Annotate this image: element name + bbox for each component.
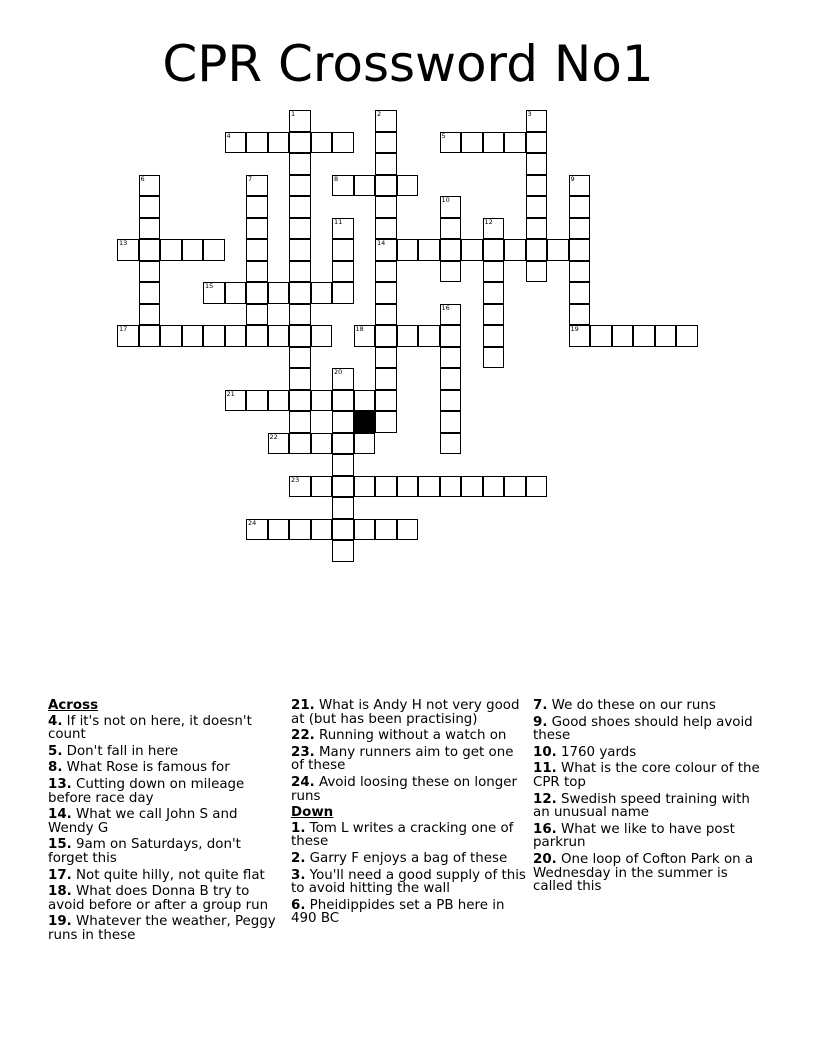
clue-number: 22: [269, 432, 278, 441]
grid-cell[interactable]: [526, 175, 548, 197]
grid-cell[interactable]: [332, 454, 354, 476]
grid-cell[interactable]: [117, 239, 139, 261]
grid-cell[interactable]: [139, 239, 161, 261]
down-clue: [533, 793, 769, 820]
grid-cell[interactable]: [332, 175, 354, 197]
grid-cell[interactable]: [289, 304, 311, 326]
across-clue: [48, 869, 284, 883]
across-clue: [48, 778, 284, 805]
across-clue: [48, 885, 284, 912]
grid-cell[interactable]: [311, 519, 333, 541]
clue-text: Cutting down on mileage before race day: [48, 776, 245, 806]
clue-number: 1.: [291, 820, 306, 836]
grid-cell[interactable]: [139, 261, 161, 283]
grid-cell[interactable]: [483, 282, 505, 304]
clue-number: 21.: [291, 698, 315, 713]
clue-number: 13: [119, 239, 128, 247]
grid-cell[interactable]: [397, 476, 419, 498]
grid-cell[interactable]: [504, 476, 526, 498]
grid-cell[interactable]: [139, 218, 161, 240]
grid-cell[interactable]: [268, 433, 290, 455]
grid-cell[interactable]: [246, 325, 268, 347]
grid-cell[interactable]: [289, 261, 311, 283]
grid-cell[interactable]: [375, 519, 397, 541]
grid-cell[interactable]: [268, 519, 290, 541]
clue-number: 21: [226, 389, 235, 398]
grid-cell[interactable]: [160, 239, 182, 261]
clue-text: 1760 yards: [556, 744, 637, 760]
grid-cell[interactable]: [440, 196, 462, 218]
grid-cell[interactable]: [332, 519, 354, 541]
across-clue: [48, 745, 284, 759]
grid-cell[interactable]: [246, 282, 268, 304]
clue-number: 11.: [533, 761, 557, 777]
clue-number: 14.: [48, 807, 72, 823]
grid-cell[interactable]: [160, 325, 182, 347]
grid-cell[interactable]: [311, 282, 333, 304]
clue-text: Many runners aim to get one of these: [291, 744, 514, 774]
grid-cell[interactable]: [268, 325, 290, 347]
grid-cell[interactable]: [547, 239, 569, 261]
clue-number: 20: [334, 368, 343, 376]
clue-text: What does Donna B try to avoid before or after a group run: [48, 884, 269, 913]
down-clue: [291, 822, 527, 849]
clue-text: You'll need a good supply of this to avoid hitting the wall: [291, 867, 526, 897]
clue-number: 19: [570, 325, 579, 333]
clue-number: 16: [441, 303, 450, 312]
grid-cell[interactable]: [569, 261, 591, 283]
grid-cell[interactable]: [483, 476, 505, 498]
grid-cell[interactable]: [569, 304, 591, 326]
grid-cell[interactable]: [332, 218, 354, 240]
grid-cell[interactable]: [311, 132, 333, 154]
grid-cell[interactable]: [225, 325, 247, 347]
grid-cell[interactable]: [440, 433, 462, 455]
grid-cell[interactable]: [203, 282, 225, 304]
clue-number: 2.: [291, 850, 306, 866]
grid-cell[interactable]: [375, 153, 397, 175]
grid-cell[interactable]: [139, 282, 161, 304]
grid-cell[interactable]: [655, 325, 677, 347]
clue-number: 3.: [291, 867, 306, 883]
across-clue: [48, 838, 284, 865]
grid-cell[interactable]: [461, 239, 483, 261]
clue-text: Whatever the weather, Peggy runs in these: [48, 914, 276, 943]
grid-cell[interactable]: [440, 347, 462, 369]
grid-cell[interactable]: [569, 325, 591, 347]
grid-cell[interactable]: [375, 325, 397, 347]
grid-cell[interactable]: [225, 282, 247, 304]
grid-cell[interactable]: [289, 132, 311, 154]
grid-cell[interactable]: [139, 196, 161, 218]
clue-number: 2: [377, 110, 382, 118]
clue-number: 18: [355, 325, 364, 333]
grid-cell[interactable]: [289, 282, 311, 304]
clue-number: 24.: [291, 774, 315, 790]
down-clue: [291, 852, 527, 866]
grid-cell[interactable]: [182, 325, 204, 347]
grid-cell[interactable]: [311, 325, 333, 347]
across-clue: [48, 915, 284, 942]
grid-cell[interactable]: [246, 261, 268, 283]
grid-cell[interactable]: [483, 325, 505, 347]
clue-number: 9: [570, 174, 575, 183]
grid-cell[interactable]: [246, 239, 268, 261]
clue-text: Garry F enjoys a bag of these: [305, 850, 508, 866]
grid-cell[interactable]: [246, 390, 268, 412]
clue-number: 7.: [533, 698, 548, 713]
grid-cell[interactable]: [203, 239, 225, 261]
grid-cell[interactable]: [440, 132, 462, 154]
grid-cell[interactable]: [375, 110, 397, 132]
grid-cell[interactable]: [311, 433, 333, 455]
grid-cell[interactable]: [289, 153, 311, 175]
grid-cell[interactable]: [311, 390, 333, 412]
clue-number: 17: [119, 325, 128, 333]
grid-cell[interactable]: [225, 132, 247, 154]
grid-cell[interactable]: [526, 153, 548, 175]
grid-cell[interactable]: [526, 110, 548, 132]
grid-cell[interactable]: [526, 196, 548, 218]
down-clue: [533, 823, 769, 850]
grid-cell[interactable]: [354, 519, 376, 541]
grid-cell[interactable]: [289, 390, 311, 412]
clue-text: One loop of Cofton Park on a Wednesday in the summer is called this: [533, 851, 754, 895]
grid-cell[interactable]: [375, 390, 397, 412]
grid-cell[interactable]: [268, 390, 290, 412]
grid-cell[interactable]: [483, 261, 505, 283]
grid-cell[interactable]: [375, 239, 397, 261]
down-clue: [291, 899, 527, 926]
clue-number: 9.: [533, 714, 548, 730]
grid-cell[interactable]: [375, 347, 397, 369]
across-clue: [48, 808, 284, 835]
clue-number: 11: [334, 217, 343, 226]
grid-cell[interactable]: [289, 196, 311, 218]
grid-cell[interactable]: [526, 476, 548, 498]
grid-cell[interactable]: [483, 304, 505, 326]
grid-cell[interactable]: [440, 304, 462, 326]
clue-number: 16.: [533, 821, 557, 837]
clue-number: 15.: [48, 837, 72, 853]
grid-cell[interactable]: [569, 175, 591, 197]
clue-text: We do these on our runs: [547, 698, 716, 713]
clue-number: 20.: [533, 851, 557, 867]
down-clue: [533, 762, 769, 789]
grid-cell[interactable]: [139, 325, 161, 347]
clue-text: Swedish speed training with an unusual name: [533, 791, 750, 821]
clue-number: 12: [484, 217, 493, 226]
clue-text: Pheidippides set a PB here in 490 BC: [291, 897, 505, 927]
grid-cell[interactable]: [332, 282, 354, 304]
grid-cell[interactable]: [117, 325, 139, 347]
grid-cell[interactable]: [569, 196, 591, 218]
grid-cell[interactable]: [332, 368, 354, 390]
clue-text: Tom L writes a cracking one of these: [291, 820, 514, 850]
grid-cell[interactable]: [246, 196, 268, 218]
clue-text: Don't fall in here: [62, 743, 179, 759]
clue-number: 14: [377, 239, 386, 247]
grid-cell[interactable]: [375, 304, 397, 326]
clue-text: Running without a watch on: [314, 728, 507, 744]
clue-number: 18.: [48, 884, 72, 900]
grid-cell[interactable]: [375, 261, 397, 283]
grid-cell[interactable]: [332, 261, 354, 283]
clue-number: 5.: [48, 743, 63, 759]
grid-cell[interactable]: [569, 282, 591, 304]
down-clue: [533, 716, 769, 743]
grid-cell[interactable]: [440, 368, 462, 390]
grid-cell[interactable]: [526, 261, 548, 283]
clue-number: 6.: [291, 897, 306, 913]
grid-cell[interactable]: [332, 239, 354, 261]
grid-cell[interactable]: [504, 132, 526, 154]
grid-cell[interactable]: [440, 476, 462, 498]
clue-number: 6: [140, 174, 145, 183]
grid-cell[interactable]: [483, 239, 505, 261]
grid-cell[interactable]: [440, 411, 462, 433]
across-clue: [291, 746, 527, 773]
grid-cell[interactable]: [354, 390, 376, 412]
down-clue: [533, 853, 769, 894]
grid-cell[interactable]: [289, 110, 311, 132]
clue-text: What we like to have post parkrun: [533, 821, 735, 851]
grid-cell[interactable]: [246, 218, 268, 240]
grid-cell[interactable]: [289, 368, 311, 390]
grid-cell[interactable]: [569, 239, 591, 261]
page-title: CPR Crossword No1: [162, 35, 654, 93]
grid-cell[interactable]: [354, 325, 376, 347]
grid-cell[interactable]: [289, 175, 311, 197]
clue-number: 13.: [48, 776, 72, 792]
grid-cell[interactable]: [397, 519, 419, 541]
clue-text: What Rose is famous for: [62, 760, 230, 776]
clue-number: 17.: [48, 867, 72, 883]
grid-cell[interactable]: [483, 132, 505, 154]
grid-cell[interactable]: [332, 476, 354, 498]
clue-text: Good shoes should help avoid these: [533, 714, 753, 744]
clue-number: 8: [334, 174, 339, 183]
clues-column-2: [291, 699, 527, 929]
grid-cell[interactable]: [332, 132, 354, 154]
grid-cell[interactable]: [440, 390, 462, 412]
grid-cell[interactable]: [139, 304, 161, 326]
grid-cell[interactable]: [289, 218, 311, 240]
grid-cell[interactable]: [182, 239, 204, 261]
grid-cell[interactable]: [375, 196, 397, 218]
grid-cell[interactable]: [289, 519, 311, 541]
grid-cell[interactable]: [246, 132, 268, 154]
grid-cell[interactable]: [375, 282, 397, 304]
grid-cell[interactable]: [397, 239, 419, 261]
across-clue: [291, 699, 527, 726]
grid-cell[interactable]: [268, 132, 290, 154]
grid-cell[interactable]: [311, 476, 333, 498]
grid-cell[interactable]: [354, 175, 376, 197]
grid-cell[interactable]: [569, 218, 591, 240]
across-heading: Across: [48, 698, 99, 713]
grid-cell[interactable]: [504, 239, 526, 261]
clue-text: Avoid loosing these on longer runs: [291, 774, 518, 804]
grid-cell[interactable]: [418, 325, 440, 347]
grid-cell[interactable]: [375, 175, 397, 197]
grid-cell[interactable]: [139, 175, 161, 197]
grid-cell[interactable]: [203, 325, 225, 347]
grid-cell[interactable]: [526, 218, 548, 240]
grid-cell[interactable]: [289, 411, 311, 433]
grid-cell[interactable]: [440, 218, 462, 240]
down-clue: [533, 699, 769, 713]
down-heading: Down: [291, 805, 334, 821]
clue-number: 5: [441, 131, 446, 140]
grid-cell[interactable]: [633, 325, 655, 347]
grid-cell[interactable]: [375, 132, 397, 154]
clue-number: 23: [291, 475, 300, 484]
grid-cell[interactable]: [268, 282, 290, 304]
grid-cell[interactable]: [676, 325, 698, 347]
grid-cell[interactable]: [375, 476, 397, 498]
clue-number: 15: [205, 282, 214, 290]
clue-number: 24: [248, 518, 257, 527]
clue-text: What we call John S and Wendy G: [48, 807, 238, 836]
clue-number: 19.: [48, 914, 72, 930]
grid-cell[interactable]: [246, 304, 268, 326]
clue-number: 22.: [291, 728, 315, 744]
clues-column-3: [533, 699, 769, 897]
across-clue: [291, 776, 527, 803]
grid-cell[interactable]: [375, 368, 397, 390]
clue-number: 7: [248, 174, 253, 183]
grid-cell[interactable]: [332, 411, 354, 433]
grid-cell[interactable]: [440, 261, 462, 283]
clue-number: 8.: [48, 760, 63, 776]
black-cell: [354, 411, 376, 433]
grid-cell[interactable]: [418, 239, 440, 261]
grid-cell[interactable]: [354, 433, 376, 455]
clue-number: 10.: [533, 744, 557, 760]
clue-number: 12.: [533, 791, 557, 807]
grid-cell[interactable]: [461, 132, 483, 154]
grid-cell[interactable]: [375, 218, 397, 240]
grid-cell[interactable]: [461, 476, 483, 498]
down-clue: [533, 746, 769, 760]
clue-number: 4.: [48, 713, 63, 729]
grid-cell[interactable]: [332, 433, 354, 455]
grid-cell[interactable]: [225, 390, 247, 412]
grid-cell[interactable]: [440, 325, 462, 347]
grid-cell[interactable]: [332, 390, 354, 412]
clue-text: What is the core colour of the CPR top: [533, 761, 760, 790]
clue-number: 10: [441, 196, 450, 204]
grid-cell[interactable]: [289, 433, 311, 455]
grid-cell[interactable]: [440, 239, 462, 261]
across-clue: [291, 729, 527, 743]
grid-cell[interactable]: [246, 175, 268, 197]
grid-cell[interactable]: [397, 325, 419, 347]
grid-cell[interactable]: [418, 476, 440, 498]
grid-cell[interactable]: [289, 476, 311, 498]
clue-text: What is Andy H not very good at (but has been practising): [291, 698, 520, 727]
grid-cell[interactable]: [375, 411, 397, 433]
clue-number: 4: [226, 131, 231, 140]
grid-cell[interactable]: [590, 325, 612, 347]
grid-cell[interactable]: [483, 218, 505, 240]
across-clue: [48, 761, 284, 775]
grid-cell[interactable]: [246, 519, 268, 541]
grid-cell[interactable]: [483, 347, 505, 369]
grid-cell[interactable]: [354, 476, 376, 498]
grid-cell[interactable]: [289, 239, 311, 261]
grid-cell[interactable]: [289, 347, 311, 369]
clue-text: Not quite hilly, not quite flat: [71, 867, 265, 883]
across-clue: [48, 715, 284, 742]
grid-cell[interactable]: [526, 239, 548, 261]
grid-cell[interactable]: [332, 497, 354, 519]
clue-number: 23.: [291, 744, 315, 760]
clue-number: 3: [527, 110, 532, 118]
grid-cell[interactable]: [612, 325, 634, 347]
grid-cell[interactable]: [397, 175, 419, 197]
grid-cell[interactable]: [526, 132, 548, 154]
down-clue: [291, 869, 527, 896]
clue-text: 9am on Saturdays, don't forget this: [48, 837, 241, 866]
grid-cell[interactable]: [289, 325, 311, 347]
grid-cell[interactable]: [332, 540, 354, 562]
clue-text: If it's not on here, it doesn't count: [48, 713, 252, 743]
clues-column-1: [48, 699, 284, 946]
clue-number: 1: [291, 110, 296, 118]
